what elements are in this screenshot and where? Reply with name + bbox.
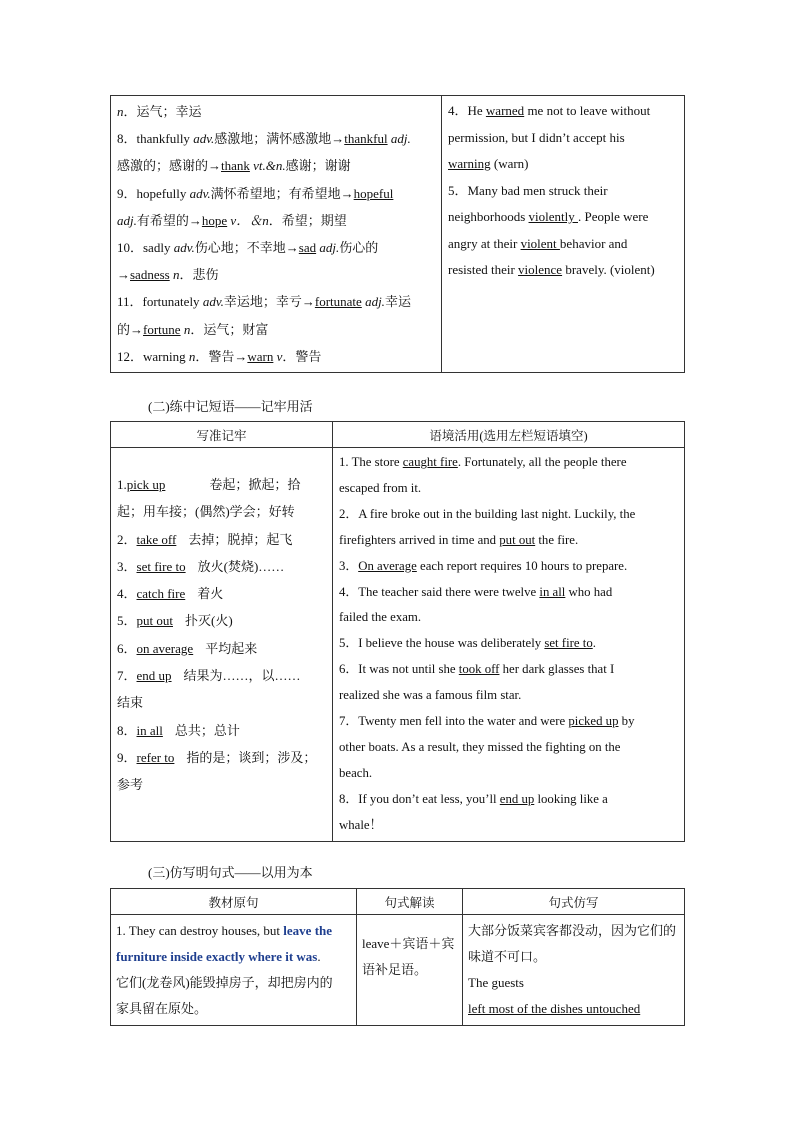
answer-blank[interactable]: violently	[528, 209, 578, 224]
word-line: →sadness n．悲伤	[117, 267, 219, 283]
answer-blank[interactable]: set fire to	[544, 636, 593, 651]
sentence-line: escaped from it.	[339, 480, 422, 495]
answer-blank[interactable]: On average	[358, 558, 417, 573]
word-line: 的→fortune n．运气；财富	[117, 321, 269, 337]
answer-blank[interactable]: fortunate	[314, 294, 362, 310]
phrase-line: 7．end up 结果为……，以……	[117, 668, 301, 684]
exercise-line: permission, but I didn’t accept his	[448, 129, 625, 145]
word-line: 10．sadly adv.伤心地；不幸地→sad adj.伤心的	[117, 240, 379, 256]
answer-blank[interactable]: sadness	[130, 267, 170, 283]
answer-blank[interactable]: caught fire	[402, 455, 458, 469]
phrase-line: 1.pick up 卷起；掀起；拾	[117, 477, 301, 492]
original-line: 它们(龙卷风)能毁掉房子，却把房内的	[116, 975, 333, 990]
sentence-patterns-table	[110, 888, 685, 1026]
original-line: 1. They can destroy houses, but leave the	[116, 923, 333, 938]
answer-blank[interactable]: thank	[221, 158, 250, 174]
phrases-list-cell	[111, 448, 333, 842]
analysis-cell	[357, 915, 463, 1026]
answer-blank[interactable]: put out	[499, 532, 536, 547]
answer-blank[interactable]: thankful	[344, 131, 388, 147]
sentence-line: 2．A fire broke out in the building last night. Luckily, the	[339, 506, 636, 521]
pattern-analysis: leave＋宾语＋宾语补足语。	[362, 936, 455, 977]
answer-blank[interactable]: take off	[136, 531, 177, 547]
word-line: adj.有希望的→hope v．＆n．希望；期望	[117, 212, 347, 228]
word-line: 12．warning n．警告→warn v．警告	[117, 348, 322, 364]
original-line: furniture inside exactly where it was.	[116, 949, 321, 964]
header-analysis: 句式解读	[357, 889, 463, 915]
phrase-line: 6．on average 平均起来	[117, 640, 258, 656]
word-forms-table	[110, 95, 685, 373]
answer-blank[interactable]: catch fire	[136, 586, 186, 602]
answer-blank[interactable]: sad	[298, 240, 317, 256]
word-line: n．运气；幸运	[117, 104, 202, 119]
phrase-line: 5．put out 扑灭(火)	[117, 613, 233, 629]
header-imitation: 句式仿写	[463, 889, 685, 915]
imitation-cell	[463, 915, 685, 1026]
phrase-line: 3．set fire to 放火(焚烧)……	[117, 558, 285, 574]
answer-blank[interactable]: in all	[539, 584, 566, 599]
exercise-line: angry at their violent behavior and	[448, 235, 628, 251]
word-line: 9．hopefully adv.满怀希望地；有希望地→hopeful	[117, 185, 394, 201]
phrase-line: 4．catch fire 着火	[117, 586, 224, 602]
sentence-line: beach.	[339, 765, 373, 780]
phrase-line: 9．refer to 指的是；谈到；涉及；	[117, 749, 317, 765]
answer-blank[interactable]: end up	[136, 668, 172, 684]
exercise-line: resisted their violence bravely. (violent)	[448, 262, 655, 277]
answer-blank[interactable]: on average	[136, 640, 194, 656]
answer-blank[interactable]: hopeful	[353, 185, 394, 201]
imitation-prefix: The guests	[468, 975, 524, 990]
sentence-line: 4．The teacher said there were twelve in all who had	[339, 584, 613, 599]
phrases-header-right: 语境活用(选用左栏短语填空)	[333, 422, 685, 448]
answer-blank[interactable]: picked up	[568, 714, 619, 729]
answer-blank[interactable]: set fire to	[136, 558, 186, 574]
header-original-sentence: 教材原句	[111, 889, 357, 915]
imitation-chinese: 大部分饭菜宾客都没动，因为它们的味道不可口。	[468, 923, 677, 964]
phrase-line: 结束	[117, 695, 144, 711]
answer-blank[interactable]: warning	[448, 156, 491, 171]
answer-blank[interactable]: warned	[485, 103, 525, 118]
phrase-line: 2．take off 去掉；脱掉；起飞	[117, 531, 293, 547]
word-forms-left-cell	[111, 96, 442, 373]
original-line: 家具留在原处。	[116, 1001, 208, 1016]
answer-blank[interactable]: in all	[136, 722, 163, 738]
section-heading-sentence-patterns: (三)仿写明句式——以用为本	[148, 865, 313, 880]
context-sentences-cell	[333, 448, 685, 842]
sentence-line: 7．Twenty men fell into the water and were picked up by	[339, 714, 635, 729]
word-forms-right-cell	[442, 96, 685, 373]
phrases-header-left: 写准记牢	[111, 422, 333, 448]
sentence-line: 5．I believe the house was deliberately set fire to.	[339, 636, 596, 651]
exercise-line: neighborhoods violently . People were	[448, 209, 649, 224]
phrases-table	[110, 421, 685, 842]
answer-blank[interactable]: took off	[458, 662, 500, 677]
answer-blank[interactable]: fortune	[143, 321, 181, 337]
sentence-line: 1. The store caught fire. Fortunately, all the people there	[339, 455, 627, 469]
answer-blank[interactable]: end up	[499, 791, 535, 806]
phrase-line: 8．in all 总共；总计	[117, 722, 240, 738]
word-line: 感激的；感谢的→thank vt.&n.感谢；谢谢	[117, 158, 351, 174]
section-heading-phrases: (二)练中记短语——记牢用活	[148, 399, 313, 414]
phrase-line: 起；用车接；(偶然)学会；好转	[117, 504, 295, 520]
sentence-line: 3．On average each report requires 10 hours to prepare.	[339, 558, 628, 573]
answer-blank[interactable]: pick up	[126, 477, 166, 492]
original-sentence-cell	[111, 915, 357, 1026]
phrase-line: 参考	[117, 777, 144, 793]
exercise-line: 5．Many bad men struck their	[448, 182, 608, 198]
exercise-line: 4．He warned me not to leave without	[448, 103, 651, 118]
sentence-line: realized she was a famous film star.	[339, 688, 522, 703]
answer-blank[interactable]: violence	[518, 262, 563, 277]
answer-blank[interactable]: hope	[201, 212, 228, 228]
answer-blank[interactable]: warn	[247, 348, 274, 364]
sentence-line: failed the exam.	[339, 610, 422, 625]
sentence-line: whale！	[339, 817, 383, 832]
answer-blank[interactable]: put out	[136, 613, 173, 629]
word-line: 11．fortunately adv.幸运地；幸亏→fortunate adj.幸运	[117, 294, 411, 310]
answer-blank[interactable]: left most of the dishes untouched	[468, 1001, 641, 1016]
sentence-line: other boats. As a result, they missed the fighting on the	[339, 739, 621, 754]
answer-blank[interactable]: violent	[520, 235, 560, 251]
word-line: 8．thankfully adv.感激地；满怀感激地→thankful adj.	[117, 131, 411, 147]
sentence-line: firefighters arrived in time and put out the fire.	[339, 532, 579, 547]
sentence-line: 8．If you don’t eat less, you’ll end up looking like a	[339, 791, 608, 806]
exercise-line: warning (warn)	[448, 156, 529, 171]
answer-blank[interactable]: refer to	[136, 749, 175, 765]
sentence-line: 6．It was not until she took off her dark glasses that I	[339, 662, 615, 677]
